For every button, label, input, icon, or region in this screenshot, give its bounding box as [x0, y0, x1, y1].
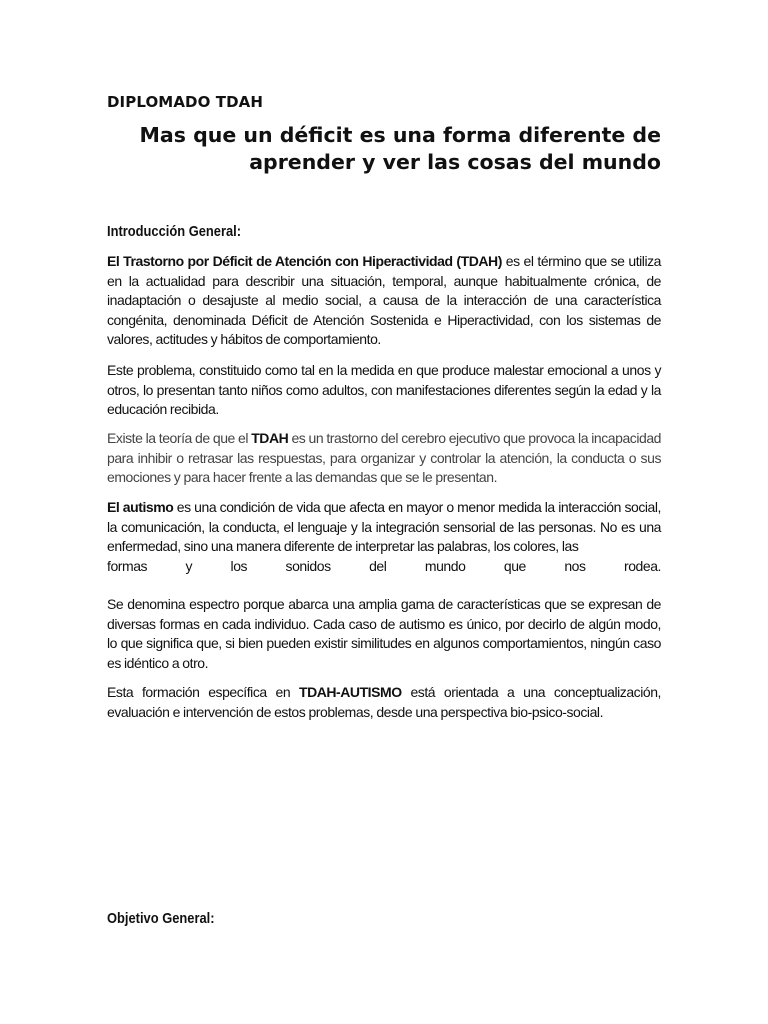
objective-heading: Objetivo General: [107, 910, 215, 927]
intro-paragraph-2 [107, 361, 661, 420]
training-paragraph-text-a: Esta formación específica en [107, 684, 299, 700]
training-paragraph [107, 683, 661, 722]
autism-paragraph-last-line: formas y los sonidos del mundo que nos rodea. [107, 557, 661, 574]
autism-bold: El autismo [107, 499, 174, 515]
tdah-bold: TDAH [251, 430, 289, 446]
intro-paragraph-3 [107, 429, 661, 488]
intro-paragraph-1 [107, 252, 661, 350]
training-paragraph-text-b: está orientada a una conceptualización, evaluación e intervención de estos problemas, desde una perspectiva bio-psico-social. [107, 684, 661, 720]
autism-paragraph-text: es una condición de vida que afecta en mayor o menor medida la interacción social, la comunicación, la conducta, el lenguaje y la integración sensorial de las personas. No es una enfermedad, sino una manera diferente de interpretar las palabras, los colores, las [107, 499, 661, 554]
autism-paragraph [107, 498, 661, 576]
intro-paragraph-3-text-a: Existe la teoría de que el [107, 430, 252, 446]
intro-paragraph-2-text: Este problema, constituido como tal en la medida en que produce malestar emocional a unos y otros, lo presentan tanto niños como adultos, con manifestaciones diferentes según la edad y la educación recibida. [107, 362, 661, 417]
document-header-title: DIPLOMADO TDAH [107, 93, 264, 111]
intro-heading: Introducción General: [107, 223, 242, 240]
tdah-definition-bold: El Trastorno por Déficit de Atención con Hiperactividad (TDAH) [107, 253, 502, 269]
intro-paragraph-1-text: es el término que se utiliza en la actualidad para describir una situación, temporal, aunque habitualmente crónica, de inadaptación o desajuste al medio social, a causa de la interacción de una característica congénita, denominada Déficit de Atención Sostenida e Hiperactividad, con los sistemas de valores, actitudes y hábitos de comportamiento. [107, 253, 662, 347]
main-title-line-1: Mas que un déficit es una forma diferente de [139, 123, 661, 147]
intro-paragraph-3-text-b: es un trastorno del cerebro ejecutivo que provoca la incapacidad para inhibir o retrasar las respuestas, para organizar y controlar la atención, la conducta o sus emociones y para hacer frente a las demandas que se le presentan. [107, 430, 661, 485]
spectrum-paragraph-text: Se denomina espectro porque abarca una amplia gama de características que se expresan de diversas formas en cada individuo. Cada caso de autismo es único, por decirlo de algún modo, lo que significa que, si bien pueden existir similitudes en algunos comportamientos, ningún caso es idéntico a otro. [107, 596, 661, 671]
main-title-line-2: aprender y ver las cosas del mundo [249, 150, 661, 174]
spectrum-paragraph [107, 595, 661, 673]
tdah-autismo-bold: TDAH-AUTISMO [298, 684, 402, 700]
main-title [107, 122, 661, 176]
